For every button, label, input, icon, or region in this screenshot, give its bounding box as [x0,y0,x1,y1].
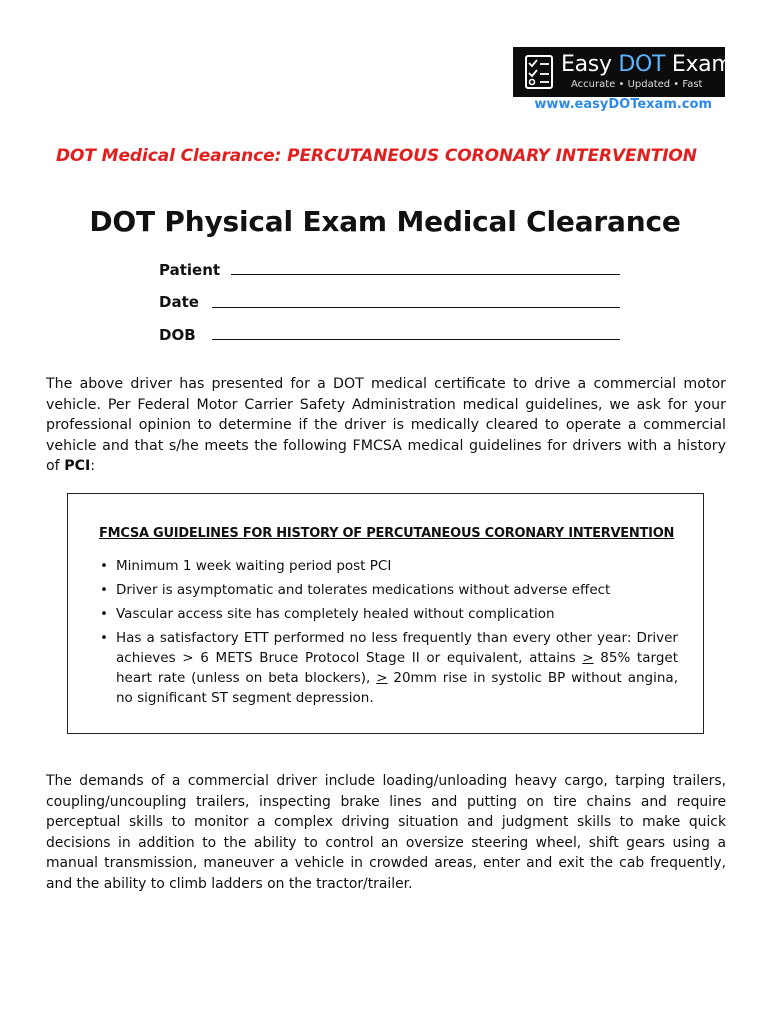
patient-field[interactable] [231,274,620,275]
dob-label: DOB [159,326,196,344]
condition-abbreviation: PCI [64,458,91,474]
greater-equal-symbol: > [582,650,594,666]
bullet-icon: • [100,606,108,622]
date-label: Date [159,293,199,311]
page-title: DOT Physical Exam Medical Clearance [89,205,681,238]
bullet-icon: • [100,558,108,574]
greater-equal-symbol: > [376,670,388,686]
logo-tagline: Accurate • Updated • Fast [571,79,703,90]
intro-paragraph [46,374,726,477]
bullet-icon: • [100,630,108,646]
guidelines-box [67,493,704,734]
guidelines-heading: FMCSA GUIDELINES FOR HISTORY OF PERCUTANEOUS CORONARY INTERVENTION [99,526,675,541]
list-item: • Vascular access site has completely healed without complication [100,606,555,622]
website-link[interactable]: www.easyDOTexam.com [534,97,712,112]
checklist-icon [521,54,555,90]
clearance-type-title: DOT Medical Clearance: PERCUTANEOUS CORONARY INTERVENTION [56,146,697,166]
bullet-icon: • [100,582,108,598]
easy-dot-exam-logo [513,47,733,97]
list-item: • Has a satisfactory ETT performed no less frequently than every other year: Driver achieves > 6 METS Bruce Protocol Stage II or equivalent, attains > 85% target heart rate (unless on beta blockers), > 20mm rise in systolic BP without angina, no significant ST segment depression. [100,630,678,706]
list-item: • Driver is asymptomatic and tolerates medications without adverse effect [100,582,611,598]
logo-title: Easy DOT Exam [561,52,733,77]
patient-label: Patient [159,261,221,279]
date-field[interactable] [212,307,620,308]
demands-paragraph: The demands of a commercial driver include loading/unloading heavy cargo, tarping trailers, coupling/uncoupling trailers, inspecting brake lines and putting on tire chains and require perceptual skills to monitor a complex driving situation and judgment skills to make quick decisions in addition to the ability to control an oversize steering wheel, shift gears using a manual transmission, maneuver a vehicle in crowded areas, enter and exit the cab frequently, and the ability to climb ladders on the tractor/trailer. [46,773,726,892]
guidelines-list [98,556,678,712]
dob-field[interactable] [212,339,620,340]
intro-colon: : [90,458,96,474]
intro-text: The above driver has presented for a DOT medical certificate to drive a commercial motor vehicle. Per Federal Motor Carrier Safety Administration medical guidelines, we ask for your professional opinion to determine if the driver is medically cleared to operate a commercial vehicle and that s/he meets the following FMCSA medical guidelines for drivers with a history of [46,376,726,474]
list-item: • Minimum 1 week waiting period post PCI [100,558,392,574]
